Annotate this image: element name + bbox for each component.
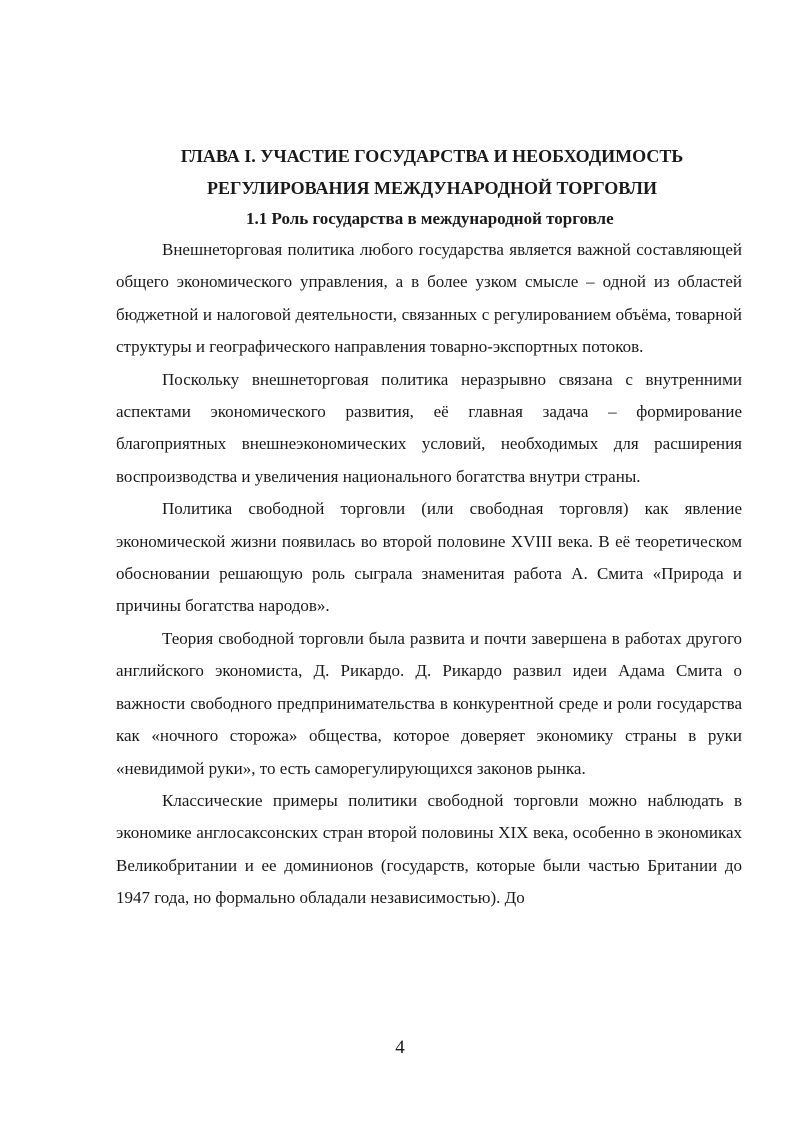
- paragraph-1: Внешнеторговая политика любого государства является важной составляющей общего экономического управления, а в более узком смысле – одной из областей бюджетной и налоговой деятельности, связанных с регулированием объёма, товарной структуры и географического направления товарно-экспортных потоков.: [116, 240, 742, 357]
- chapter-title-line-2: РЕГУЛИРОВАНИЯ МЕЖДУНАРОДНОЙ ТОРГОВЛИ: [207, 178, 657, 198]
- paragraph-2: Поскольку внешнеторговая политика неразрывно связана с внутренними аспектами экономического развития, её главная задача – формирование благоприятных внешнеэкономических условий, необходимых для расширения воспроизводства и увеличения национального богатства внутри страны.: [116, 369, 742, 486]
- section-title: 1.1 Роль государства в международной торговле: [246, 209, 614, 228]
- paragraph-3: Политика свободной торговли (или свободная торговля) как явление экономической жизни появилась во второй половине XVIII века. В её теоретическом обосновании решающую роль сыграла знаменитая работа А. Смита «Природа и причины богатства народов».: [116, 499, 742, 616]
- page-number: 4: [395, 1037, 405, 1058]
- chapter-title: [116, 140, 742, 204]
- page-content: [116, 140, 742, 915]
- paragraph-4: Теория свободной торговли была развита и почти завершена в работах другого английского экономиста, Д. Рикардо. Д. Рикардо развил идеи Адама Смита о важности свободного предпринимательства в конкурентной среде и роли государства как «ночного сторожа» общества, которое доверяет экономику страны в руки «невидимой руки», то есть саморегулирующихся законов рынка.: [116, 628, 742, 778]
- chapter-title-line-1: ГЛАВА I. УЧАСТИЕ ГОСУДАРСТВА И НЕОБХОДИМОСТЬ: [180, 146, 684, 166]
- paragraph-5: Классические примеры политики свободной торговли можно наблюдать в экономике англосаксонских стран второй половины XIX века, особенно в экономиках Великобритании и ее доминионов (государств, которые были частью Британии до 1947 года, но формально обладали независимостью). До: [116, 790, 742, 908]
